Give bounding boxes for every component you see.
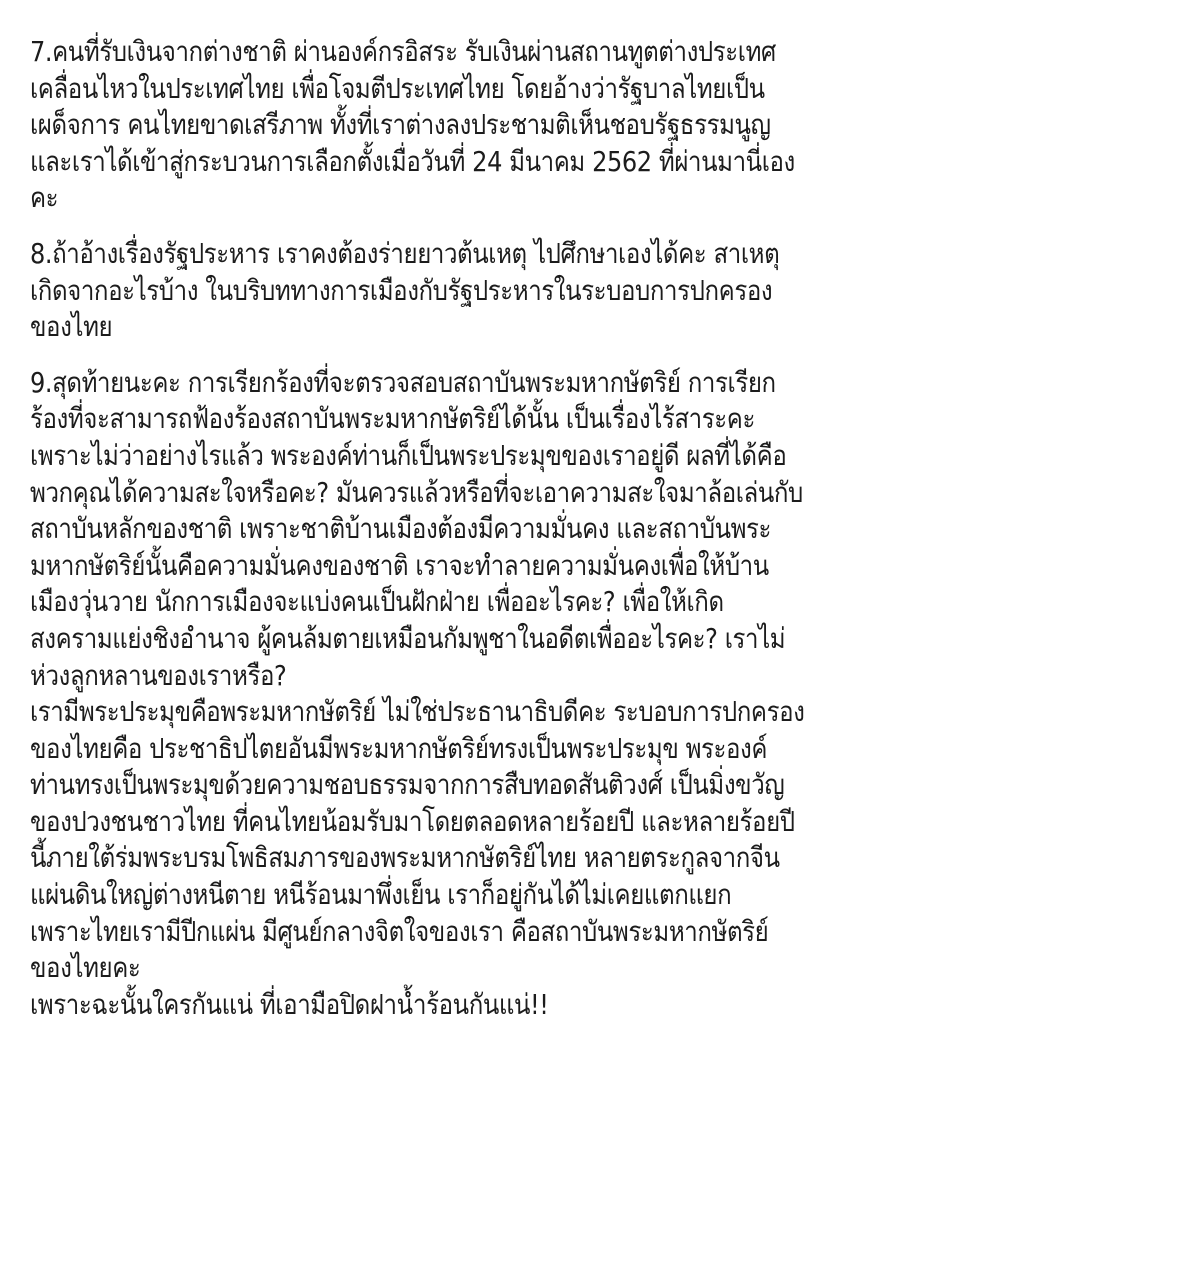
text-line: เพราะไทยเรามีปีกแผ่น มีศูนย์กลางจิตใจของเรา คือสถาบันพระมหากษัตริย์ xyxy=(30,914,769,948)
text-line: เรามีพระประมุขคือพระมหากษัตริย์ ไม่ใช่ประธานาธิบดีคะ ระบอบการปกครอง xyxy=(30,695,805,729)
text-line: นี้ภายใต้ร่มพระบรมโพธิสมภารของพระมหากษัตริย์ไทย หลายตระกูลจากจีน xyxy=(30,841,780,875)
text-line: เผด็จการ คนไทยขาดเสรีภาพ ทั้งที่เราต่างลงประชามติเห็นชอบรัฐธรรมนูญ xyxy=(30,108,771,142)
text-line: ร้องที่จะสามารถฟ้องร้องสถาบันพระมหากษัตริย์ได้นั้น เป็นเรื่องไร้สาระคะ xyxy=(30,402,755,436)
text-line: แผ่นดินใหญ่ต่างหนีตาย หนีร้อนมาพึ่งเย็น เราก็อยู่กันได้ไม่เคยแตกแยก xyxy=(30,878,732,912)
paragraph-point-8 xyxy=(30,236,1180,346)
text-line: มหากษัตริย์นั้นคือความมั่นคงของชาติ เราจะทำลายความมั่นคงเพื่อให้บ้าน xyxy=(30,548,769,582)
text-line: เมืองวุ่นวาย นักการเมืองจะแบ่งคนเป็นฝักฝ่าย เพื่ออะไรคะ? เพื่อให้เกิด xyxy=(30,585,724,619)
text-line: 8.ถ้าอ้างเรื่องรัฐประหาร เราคงต้องร่ายยาวต้นเหตุ ไปศึกษาเองได้คะ สาเหตุ xyxy=(30,236,780,270)
document-body xyxy=(30,34,1180,1023)
text-line: สงครามแย่งชิงอำนาจ ผู้คนล้มตายเหมือนกัมพูชาในอดีตเพื่ออะไรคะ? เราไม่ xyxy=(30,621,786,655)
text-line: เพราะไม่ว่าอย่างไรแล้ว พระองค์ท่านก็เป็นพระประมุขของเราอยู่ดี ผลที่ได้คือ xyxy=(30,438,787,472)
text-line: ของไทยคือ ประชาธิปไตยอันมีพระมหากษัตริย์ทรงเป็นพระประมุข พระองค์ xyxy=(30,731,768,765)
text-line: ของไทยคะ xyxy=(30,951,141,985)
text-line: พวกคุณได้ความสะใจหรือคะ? มันควรแล้วหรือที่จะเอาความสะใจมาล้อเล่นกับ xyxy=(30,475,803,509)
text-line: เพราะฉะนั้นใครกันแน่ ที่เอามือปิดฝาน้ำร้อนกันแน่!! xyxy=(30,987,549,1021)
text-line: 9.สุดท้ายนะคะ การเรียกร้องที่จะตรวจสอบสถาบันพระมหากษัตริย์ การเรียก xyxy=(30,365,776,399)
text-line: ห่วงลูกหลานของเราหรือ? xyxy=(30,658,287,692)
paragraph-final-line xyxy=(30,987,1180,1024)
text-line: เคลื่อนไหวในประเทศไทย เพื่อโจมตีประเทศไทย โดยอ้างว่ารัฐบาลไทยเป็น xyxy=(30,71,765,105)
text-line: เกิดจากอะไรบ้าง ในบริบททางการเมืองกับรัฐประหารในระบอบการปกครอง xyxy=(30,273,773,307)
paragraph-point-9 xyxy=(30,365,1180,694)
paragraph-point-7 xyxy=(30,34,1180,217)
text-line: สถาบันหลักของชาติ เพราะชาติบ้านเมืองต้องมีความมั่นคง และสถาบันพระ xyxy=(30,512,772,546)
text-line: ของไทย xyxy=(30,310,113,344)
paragraph-closing-statement xyxy=(30,694,1180,987)
text-line: ของปวงชนชาวไทย ที่คนไทยน้อมรับมาโดยตลอดหลายร้อยปี และหลายร้อยปี xyxy=(30,804,795,838)
text-line: 7.คนที่รับเงินจากต่างชาติ ผ่านองค์กรอิสระ รับเงินผ่านสถานทูตต่างประเทศ xyxy=(30,35,776,68)
text-line: และเราได้เข้าสู่กระบวนการเลือกตั้งเมื่อวันที่ 24 มีนาคม 2562 ที่ผ่านมานี่เอง xyxy=(30,144,795,178)
text-line: คะ xyxy=(30,181,59,215)
text-line: ท่านทรงเป็นพระมุขด้วยความชอบธรรมจากการสืบทอดสันติวงศ์ เป็นมิ่งขวัญ xyxy=(30,768,785,802)
